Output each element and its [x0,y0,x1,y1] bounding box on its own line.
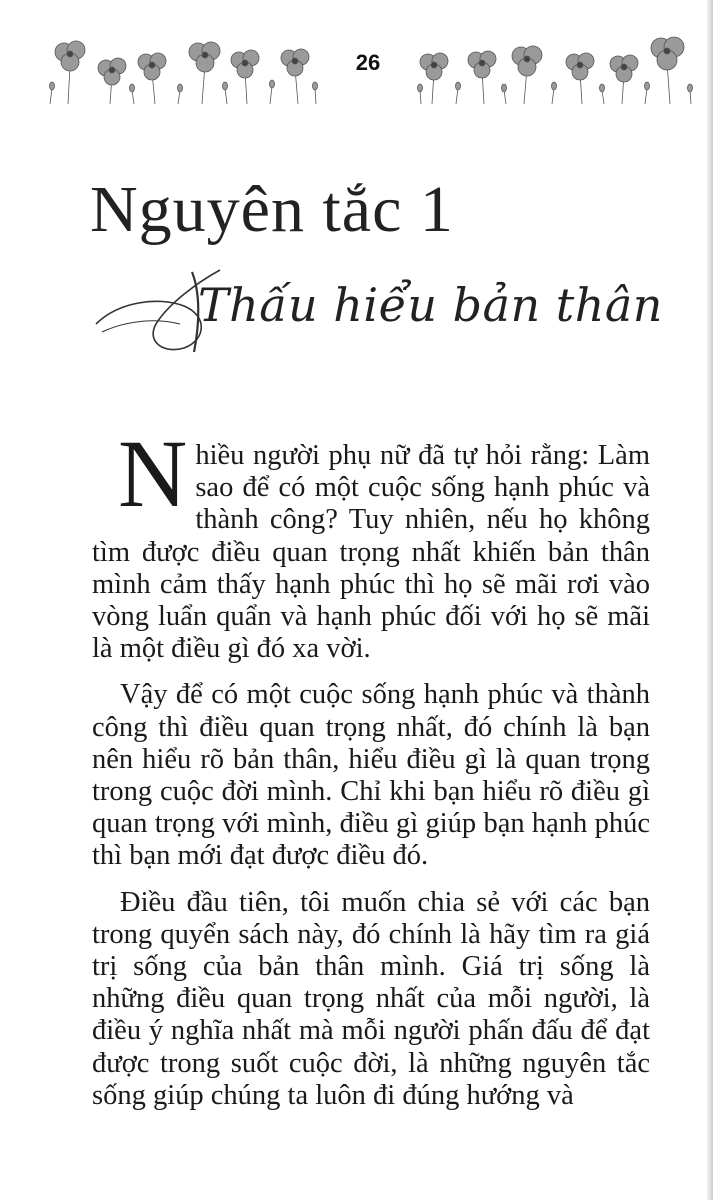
clover-flowers-icon [412,28,697,108]
page-edge [707,0,713,1200]
body-text [92,420,650,1126]
chapter-subtitle: Thấu hiểu bản thân [198,278,663,332]
drop-cap: N [118,420,188,527]
chapter-subtitle-block [88,262,663,362]
paragraph-1-text: hiều người phụ nữ đã tự hỏi rằng: Làm sao để có một cuộc sống hạnh phúc và thành công? Tuy nhiên, nếu họ không tìm được điều quan trọng nhất khiến bản thân mình cảm thấy hạnh phúc thì họ sẽ mãi rơi vào vòng luẩn quẩn và hạnh phúc đối với họ sẽ mãi là một điều gì đó xa vời. [92,440,650,665]
paragraph-1 [92,420,650,665]
paragraph-3: Điều đầu tiên, tôi muốn chia sẻ với các bạn trong quyển sách này, đó chính là hãy tìm ra giá trị sống của bản thân mình. Giá trị sống là những điều quan trọng nhất của mỗi người, là điều ý nghĩa nhất mà mỗi người phấn đấu để đạt được trong suốt cuộc đời, là những nguyên tắc sống giúp chúng ta luôn đi đúng hướng và [92,886,650,1111]
page-number: 26 [355,50,381,75]
paragraph-2: Vậy để có một cuộc sống hạnh phúc và thành công thì điều quan trọng nhất, đó chính là bạn nên hiểu rõ bản thân, hiểu điều gì là quan trọng trong cuộc đời mình. Chỉ khi bạn hiểu rõ điều gì quan trọng với mình, điều gì giúp bạn hạnh phúc thì bạn mới đạt được điều đó. [92,679,650,872]
clover-flowers-icon [40,28,325,108]
chapter-title: Nguyên tắc 1 [90,173,454,246]
